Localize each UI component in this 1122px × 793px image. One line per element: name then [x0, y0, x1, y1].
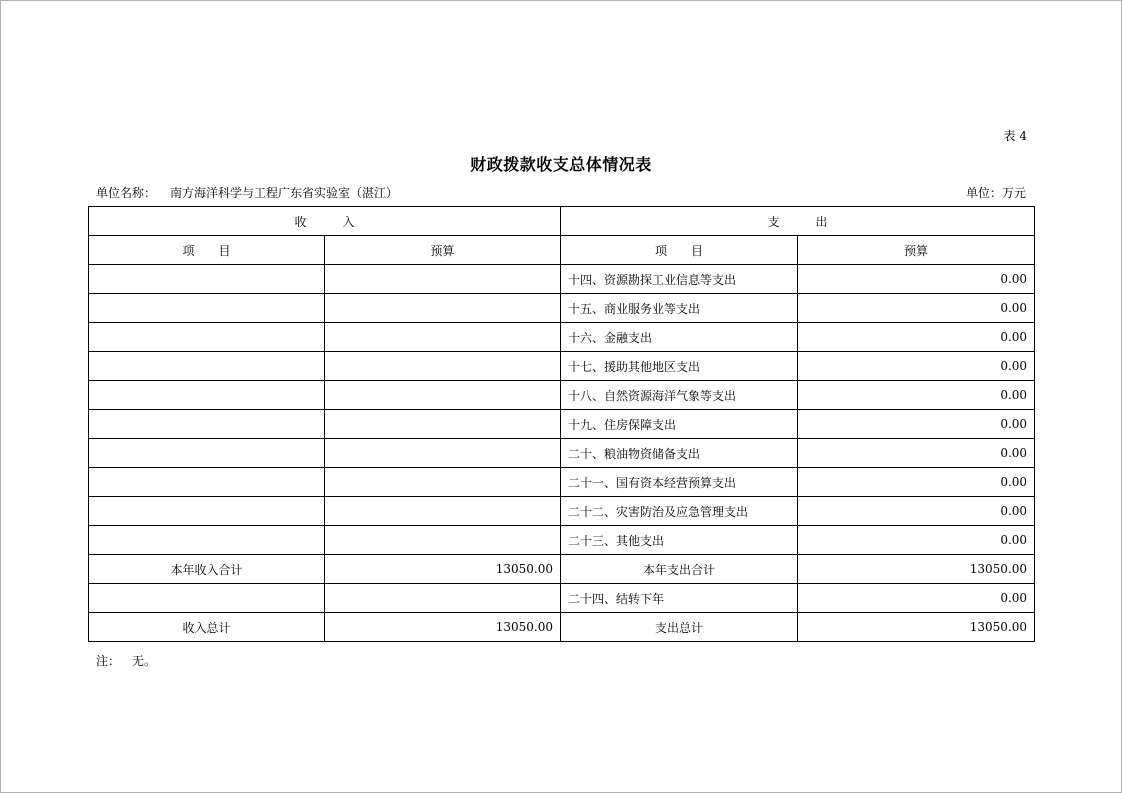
- carry-over-row: [89, 584, 1035, 613]
- footnote: [96, 652, 156, 669]
- expense-budget-cell: 0.00: [798, 265, 1035, 294]
- table-row: [89, 526, 1035, 555]
- unit-name-group: [96, 184, 398, 201]
- income-budget-cell: [325, 584, 561, 613]
- expense-item-cell: 二十、粮油物资储备支出: [561, 439, 798, 468]
- income-budget-cell: [325, 468, 561, 497]
- income-budget-cell: [325, 323, 561, 352]
- expense-budget-cell: 0.00: [798, 294, 1035, 323]
- income-budget-cell: [325, 526, 561, 555]
- income-budget-cell: [325, 497, 561, 526]
- income-budget-cell: [325, 352, 561, 381]
- expense-budget-cell: 0.00: [798, 439, 1035, 468]
- income-grand-total-value: 13050.00: [325, 613, 561, 642]
- table-row: [89, 323, 1035, 352]
- table-row: [89, 468, 1035, 497]
- expense-budget-cell: 0.00: [798, 468, 1035, 497]
- note-text: 无。: [132, 654, 157, 668]
- income-item-cell: [89, 265, 325, 294]
- expense-budget-cell: 0.00: [798, 381, 1035, 410]
- unit-name-label: 单位名称：: [96, 186, 157, 200]
- carry-over-label: 二十四、结转下年: [561, 584, 798, 613]
- header-row-2: [89, 236, 1035, 265]
- expense-grand-total-label: 支出总计: [561, 613, 798, 642]
- year-expense-total-label: 本年支出合计: [561, 555, 798, 584]
- page-title: 财政拨款收支总体情况表: [470, 155, 652, 174]
- year-income-total-label: 本年收入合计: [89, 555, 325, 584]
- expense-item-cell: 十八、自然资源海洋气象等支出: [561, 381, 798, 410]
- carry-over-value: 0.00: [798, 584, 1035, 613]
- income-item-cell: [89, 468, 325, 497]
- year-total-row: [89, 555, 1035, 584]
- unit-name: 南方海洋科学与工程广东省实验室（湛江）: [170, 186, 399, 200]
- table-row: [89, 497, 1035, 526]
- table-row: [89, 410, 1035, 439]
- income-item-cell: [89, 294, 325, 323]
- table-row: [89, 381, 1035, 410]
- grand-total-row: [89, 613, 1035, 642]
- unit-measure: 单位：万元: [965, 186, 1026, 200]
- expense-item-header: 项 目: [561, 236, 798, 265]
- expense-item-cell: 十六、金融支出: [561, 323, 798, 352]
- income-item-cell: [89, 323, 325, 352]
- income-budget-cell: [325, 439, 561, 468]
- income-item-cell: [89, 439, 325, 468]
- income-item-cell: [89, 352, 325, 381]
- income-budget-cell: [325, 294, 561, 323]
- income-header: 收 入: [89, 207, 561, 236]
- expense-item-cell: 十九、住房保障支出: [561, 410, 798, 439]
- expense-header: 支 出: [561, 207, 1035, 236]
- expense-item-cell: 二十二、灾害防治及应急管理支出: [561, 497, 798, 526]
- expense-budget-cell: 0.00: [798, 497, 1035, 526]
- income-item-cell: [89, 381, 325, 410]
- expense-budget-cell: 0.00: [798, 526, 1035, 555]
- expense-budget-header: 预算: [798, 236, 1035, 265]
- expense-grand-total-value: 13050.00: [798, 613, 1035, 642]
- expense-item-cell: 十五、商业服务业等支出: [561, 294, 798, 323]
- income-item-cell: [89, 584, 325, 613]
- header-row-1: [89, 207, 1035, 236]
- note-label: 注：: [96, 654, 121, 668]
- table-row: [89, 265, 1035, 294]
- income-item-cell: [89, 526, 325, 555]
- income-budget-header: 预算: [325, 236, 561, 265]
- income-item-cell: [89, 410, 325, 439]
- expense-item-cell: 二十三、其他支出: [561, 526, 798, 555]
- income-item-header: 项 目: [89, 236, 325, 265]
- expense-budget-cell: 0.00: [798, 352, 1035, 381]
- budget-table: [88, 206, 1035, 642]
- expense-budget-cell: 0.00: [798, 410, 1035, 439]
- expense-item-cell: 二十一、国有资本经营预算支出: [561, 468, 798, 497]
- income-budget-cell: [325, 265, 561, 294]
- income-budget-cell: [325, 410, 561, 439]
- income-budget-cell: [325, 381, 561, 410]
- expense-budget-cell: 0.00: [798, 323, 1035, 352]
- expense-item-cell: 十七、援助其他地区支出: [561, 352, 798, 381]
- income-grand-total-label: 收入总计: [89, 613, 325, 642]
- year-expense-total-value: 13050.00: [798, 555, 1035, 584]
- table-number: 表 4: [1003, 129, 1027, 143]
- table-row: [89, 439, 1035, 468]
- table-row: [89, 294, 1035, 323]
- expense-item-cell: 十四、资源勘探工业信息等支出: [561, 265, 798, 294]
- table-row: [89, 352, 1035, 381]
- income-item-cell: [89, 497, 325, 526]
- year-income-total-value: 13050.00: [325, 555, 561, 584]
